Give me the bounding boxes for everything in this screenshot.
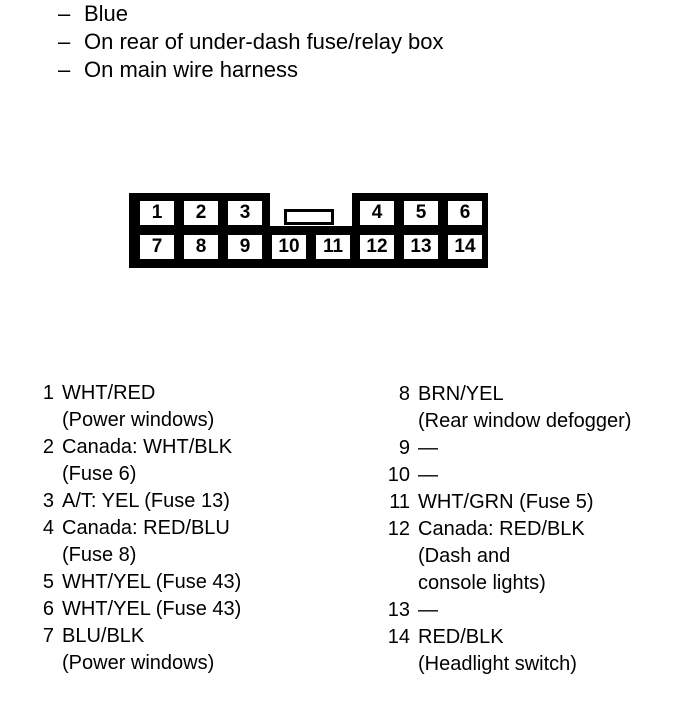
pin-description: (Power windows): [62, 652, 215, 674]
connector-pin: 13: [402, 233, 440, 261]
pin-item: [381, 381, 631, 435]
header-item: – On main wire harness: [58, 57, 298, 82]
pin-number: 3: [42, 490, 54, 512]
connector-diagram: [129, 193, 488, 268]
pin-number: 14: [387, 626, 410, 648]
connector-pin: 12: [358, 233, 396, 261]
connector-pin: 4: [358, 199, 396, 227]
pin-list-right: [381, 381, 631, 678]
pin-number: 4: [42, 517, 54, 539]
pin-item: [381, 516, 631, 597]
pin-item: [30, 596, 241, 623]
pin-number: 6: [42, 598, 54, 620]
pin-description: Canada: RED/BLU: [62, 517, 230, 539]
pin-description: (Headlight switch): [418, 653, 577, 675]
pin-item: [30, 434, 241, 488]
pin-item: [381, 597, 631, 624]
pin-description: (Dash and: [418, 545, 511, 567]
pin-item: [30, 569, 241, 596]
pin-description: BLU/BLK: [62, 625, 145, 647]
pin-description: (Rear window defogger): [418, 410, 632, 432]
pin-number: 10: [387, 464, 410, 486]
pin-number: 11: [389, 491, 410, 513]
pin-number: 13: [387, 599, 410, 621]
pin-description: —: [418, 599, 438, 621]
connector-pin: 7: [138, 233, 176, 261]
pin-description: (Fuse 8): [62, 544, 137, 566]
pin-number: 5: [42, 571, 54, 593]
header-item: – On rear of under-dash fuse/relay box: [58, 29, 444, 54]
pin-description: console lights): [418, 572, 546, 594]
pin-number: 1: [42, 382, 54, 404]
header-item: – Blue: [58, 1, 129, 26]
pin-item: [30, 623, 241, 677]
pin-number: 9: [398, 437, 410, 459]
pin-number: 2: [42, 436, 54, 458]
connector-lock-bar: [270, 226, 352, 233]
connector-pin: 3: [226, 199, 264, 227]
pin-description: Canada: RED/BLK: [418, 518, 585, 540]
connector-pin: 10: [270, 233, 308, 261]
pin-description: —: [418, 464, 438, 486]
pin-item: [30, 488, 241, 515]
pin-description: WHT/YEL (Fuse 43): [62, 598, 242, 620]
pin-number: 12: [387, 518, 410, 540]
connector-pin: 11: [314, 233, 352, 261]
connector-pin: 2: [182, 199, 220, 227]
pin-item: [30, 515, 241, 569]
pin-description: (Power windows): [62, 409, 215, 431]
connector-pin: 5: [402, 199, 440, 227]
pin-description: WHT/GRN (Fuse 5): [418, 491, 594, 513]
pin-description: WHT/YEL (Fuse 43): [62, 571, 242, 593]
pin-description: —: [418, 437, 438, 459]
pin-item: [30, 380, 241, 434]
pin-number: 8: [398, 383, 410, 405]
pin-description: BRN/YEL: [418, 383, 504, 405]
connector-pin: 14: [446, 233, 484, 261]
pin-description: (Fuse 6): [62, 463, 137, 485]
connector-pin: 8: [182, 233, 220, 261]
pin-number: 7: [42, 625, 54, 647]
connector-lock-tab: [284, 209, 334, 225]
connector-pin: 6: [446, 199, 484, 227]
pin-item: [381, 462, 631, 489]
pin-description: WHT/RED: [62, 382, 156, 404]
connector-pin: 1: [138, 199, 176, 227]
header-list: [58, 0, 444, 84]
pin-description: RED/BLK: [418, 626, 504, 648]
pin-description: A/T: YEL (Fuse 13): [62, 490, 230, 512]
pin-item: [381, 489, 631, 516]
pin-list-left: [30, 380, 241, 677]
connector-pin: 9: [226, 233, 264, 261]
pin-item: [381, 624, 631, 678]
pin-description: Canada: WHT/BLK: [62, 436, 233, 458]
pin-item: [381, 435, 631, 462]
